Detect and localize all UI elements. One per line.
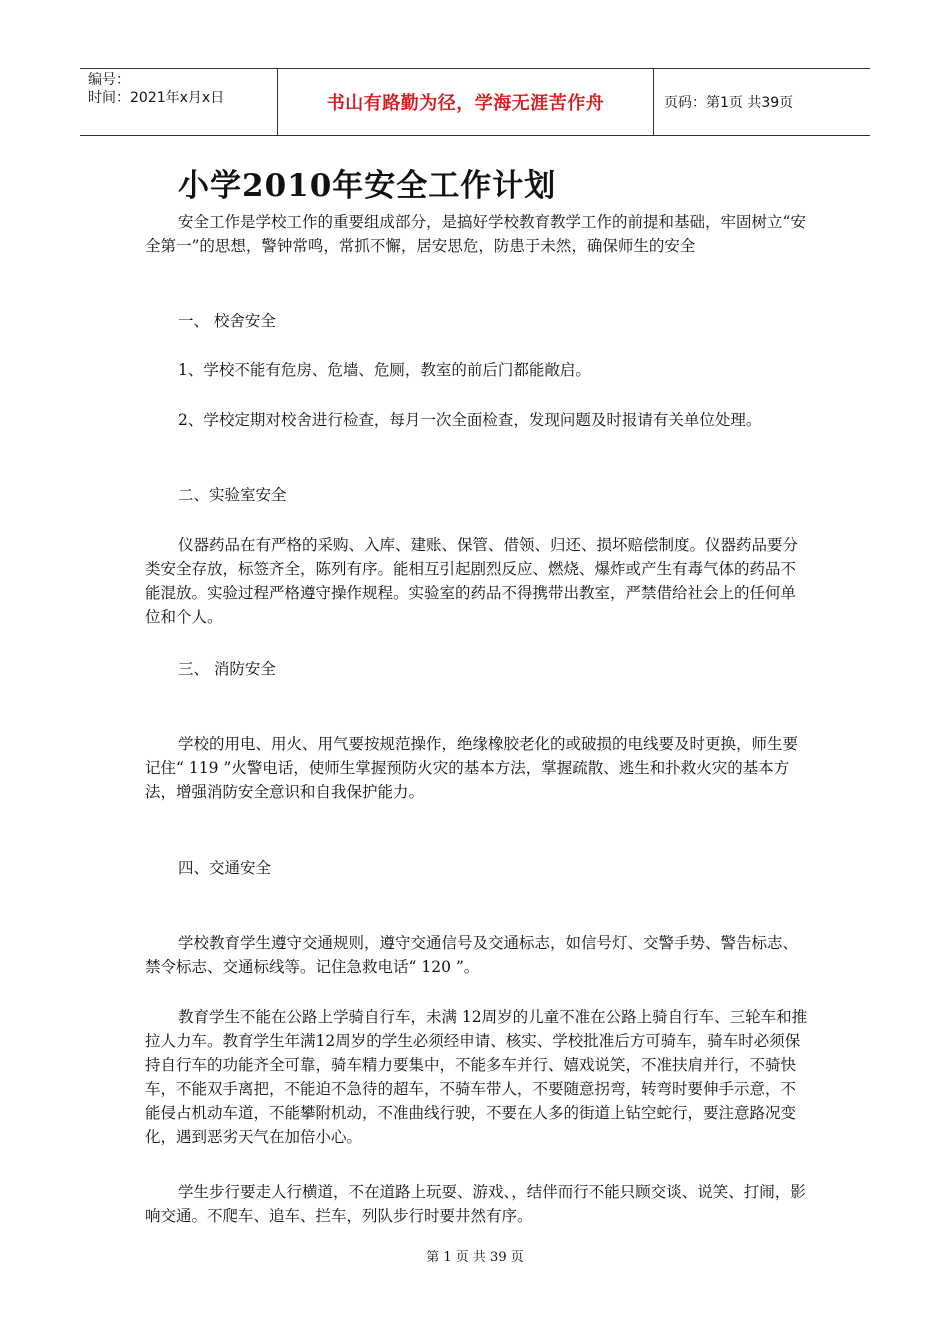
document-title: 小学2010年安全工作计划: [178, 168, 557, 204]
page-info: 页码：第1页 共39页: [664, 95, 794, 111]
fire-paragraph: [145, 732, 810, 804]
traffic-text-3: 学生步行要走人行横道，不在道路上玩耍、游戏、，结伴而行不能只顾交谈、说笑、打闹，影响交通。不爬车、追车、拦车，列队步行时要井然有序。: [145, 1183, 806, 1225]
motto-text: 书山有路勤为径，学海无涯苦作舟: [326, 93, 605, 114]
traffic-text-2: 教育学生不能在公路上学骑自行车，未满 12周岁的儿童不准在公路上骑自行车、三轮车和推拉人力车。教育学生年满12周岁的学生必须经申请、核实、学校批准后方可骑车，骑车时必须保持自行车的功能齐全可靠，骑车精力要集中，不能多车并行、嬉戏说笑，不准扶肩并行，不骑快车，不能双手离把，不能迫不急待的超车，不骑车带人，不要随意拐弯，转弯时要伸手示意，不能侵占机动车道，不能攀附机动，不准曲线行驶，不要在人多的街道上钻空蛇行，要注意路况变化，遇到恶劣天气在加倍小心。: [145, 1008, 808, 1146]
campus-item-1: 1、学校不能有危房、危墙、危厕，教室的前后门都能敞启。: [178, 361, 591, 379]
traffic-paragraph-2: [145, 1005, 810, 1149]
section-heading-traffic: 四、交通安全: [178, 859, 272, 877]
lab-paragraph: [145, 533, 810, 629]
lab-text: 仪器药品在有严格的采购、入库、建账、保管、借领、归还、损坏赔偿制度。仪器药品要分类安全存放，标签齐全，陈列有序。能相互引起剧烈反应、燃烧、爆炸或产生有毒气体的药品不能混放。实验过程严格遵守操作规程。实验室的药品不得携带出教室，严禁借给社会上的任何单位和个人。: [145, 536, 799, 626]
traffic-paragraph-3: [145, 1180, 810, 1228]
section-heading-lab: 二、实验室安全: [178, 486, 287, 504]
section-heading-fire: 三、 消防安全: [178, 660, 276, 678]
traffic-paragraph-1: [145, 931, 810, 979]
document-number-label: 编号：: [88, 72, 130, 88]
header-meta-cell: [80, 69, 278, 135]
campus-item-2: 2、学校定期对校舍进行检查，每月一次全面检查，发现问题及时报请有关单位处理。: [178, 411, 762, 429]
intro-paragraph: [145, 210, 810, 258]
intro-text: 安全工作是学校工作的重要组成部分，是搞好学校教育教学工作的前提和基础，牢固树立“安全第一”的思想，警钟常鸣，常抓不懈，居安思危，防患于未然，确保师生的安全: [145, 213, 806, 255]
section-heading-campus: 一、 校舍安全: [178, 312, 276, 330]
fire-text: 学校的用电、用火、用气要按规范操作，绝缘橡胶老化的或破损的电线要及时更换，师生要记住“ 119 ”火警电话，使师生掌握预防火灾的基本方法，掌握疏散、逃生和扑救火灾的基本方法，增强消防安全意识和自我保护能力。: [145, 735, 799, 801]
header-table: [80, 68, 870, 136]
header-motto-cell: [278, 69, 654, 135]
traffic-text-1: 学校教育学生遵守交通规则，遵守交通信号及交通标志，如信号灯、交警手势、警告标志、禁令标志、交通标线等。记住急救电话“ 120 ”。: [145, 934, 799, 976]
page-footer: 第 1 页 共 39 页: [426, 1250, 524, 1265]
document-date: 时间：2021年x月x日: [88, 90, 225, 106]
header-page-cell: [654, 69, 870, 135]
